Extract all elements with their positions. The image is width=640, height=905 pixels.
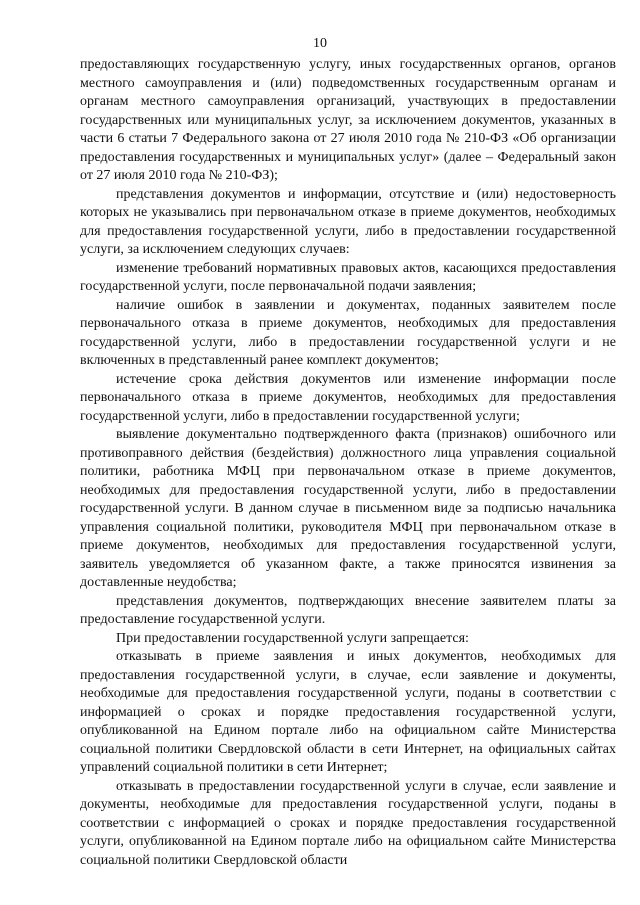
- paragraph: наличие ошибок в заявлении и документах, поданных заявителем после первоначального отказа в приеме документов, необходимых для предоставления государственной услуги, либо в предоставлении государственной услуги и не включенных в представленный ранее комплект документов;: [80, 297, 616, 368]
- paragraph: представления документов, подтверждающих внесение заявителем платы за предоставление государственной услуги.: [80, 593, 616, 627]
- page-number: 10: [313, 36, 327, 51]
- paragraph: отказывать в приеме заявления и иных документов, необходимых для предоставления государственной услуги, в случае, если заявление и документы, необходимые для предоставления государственной услуги, поданы в соответствии с информацией о сроках и порядке предоставления государственной услуги, опубликованной на Едином портале либо на официальном сайте Министерства социальной политики Свердловской области в сети Интернет, на официальных сайтах управлений социальной политики в сети Интернет;: [80, 649, 616, 775]
- document-body: [80, 56, 616, 870]
- paragraph: отказывать в предоставлении государственной услуги в случае, если заявление и документы, необходимые для предоставления государственной услуги, поданы в соответствии с информацией о сроках и порядке предоставления государственной услуги, опубликованной на Едином портале либо на официальном сайте Министерства социальной политики Свердловской области: [80, 778, 616, 868]
- paragraph: истечение срока действия документов или изменение информации после первоначального отказа в приеме документов, необходимых для предоставления государственной услуги, либо в предоставлении государственной услуги;: [80, 371, 616, 424]
- paragraph: изменение требований нормативных правовых актов, касающихся предоставления государственной услуги, после первоначальной подачи заявления;: [80, 260, 616, 294]
- paragraph: предоставляющих государственную услугу, иных государственных органов, органов местного самоуправления и (или) подведомственных государственным органам и органам местного самоуправления организаций, участвующих в предоставлении государственных или муниципальных услуг, за исключением документов, указанных в части 6 статьи 7 Федерального закона от 27 июля 2010 года № 210-ФЗ «Об организации предоставления государственных и муниципальных услуг» (далее – Федеральный закон от 27 июля 2010 года № 210-ФЗ);: [80, 57, 616, 183]
- paragraph: представления документов и информации, отсутствие и (или) недостоверность которых не указывались при первоначальном отказе в приеме документов, необходимых для предоставления государственной услуги, либо в предоставлении государственной услуги, за исключением следующих случаев:: [80, 186, 616, 257]
- paragraph: При предоставлении государственной услуги запрещается:: [116, 630, 469, 646]
- paragraph: выявление документально подтвержденного факта (признаков) ошибочного или противоправного действия (бездействия) должностного лица управления социальной политики, работника МФЦ при первоначальном отказе в приеме документов, необходимых для предоставления государственной услуги, либо в предоставлении государственной услуги. В данном случае в письменном виде за подписью начальника управления социальной политики, руководителя МФЦ при первоначальном отказе в приеме документов, необходимых для предоставления государственной услуги, заявитель уведомляется об указанном факте, а также приносятся извинения за доставленные неудобства;: [80, 427, 616, 590]
